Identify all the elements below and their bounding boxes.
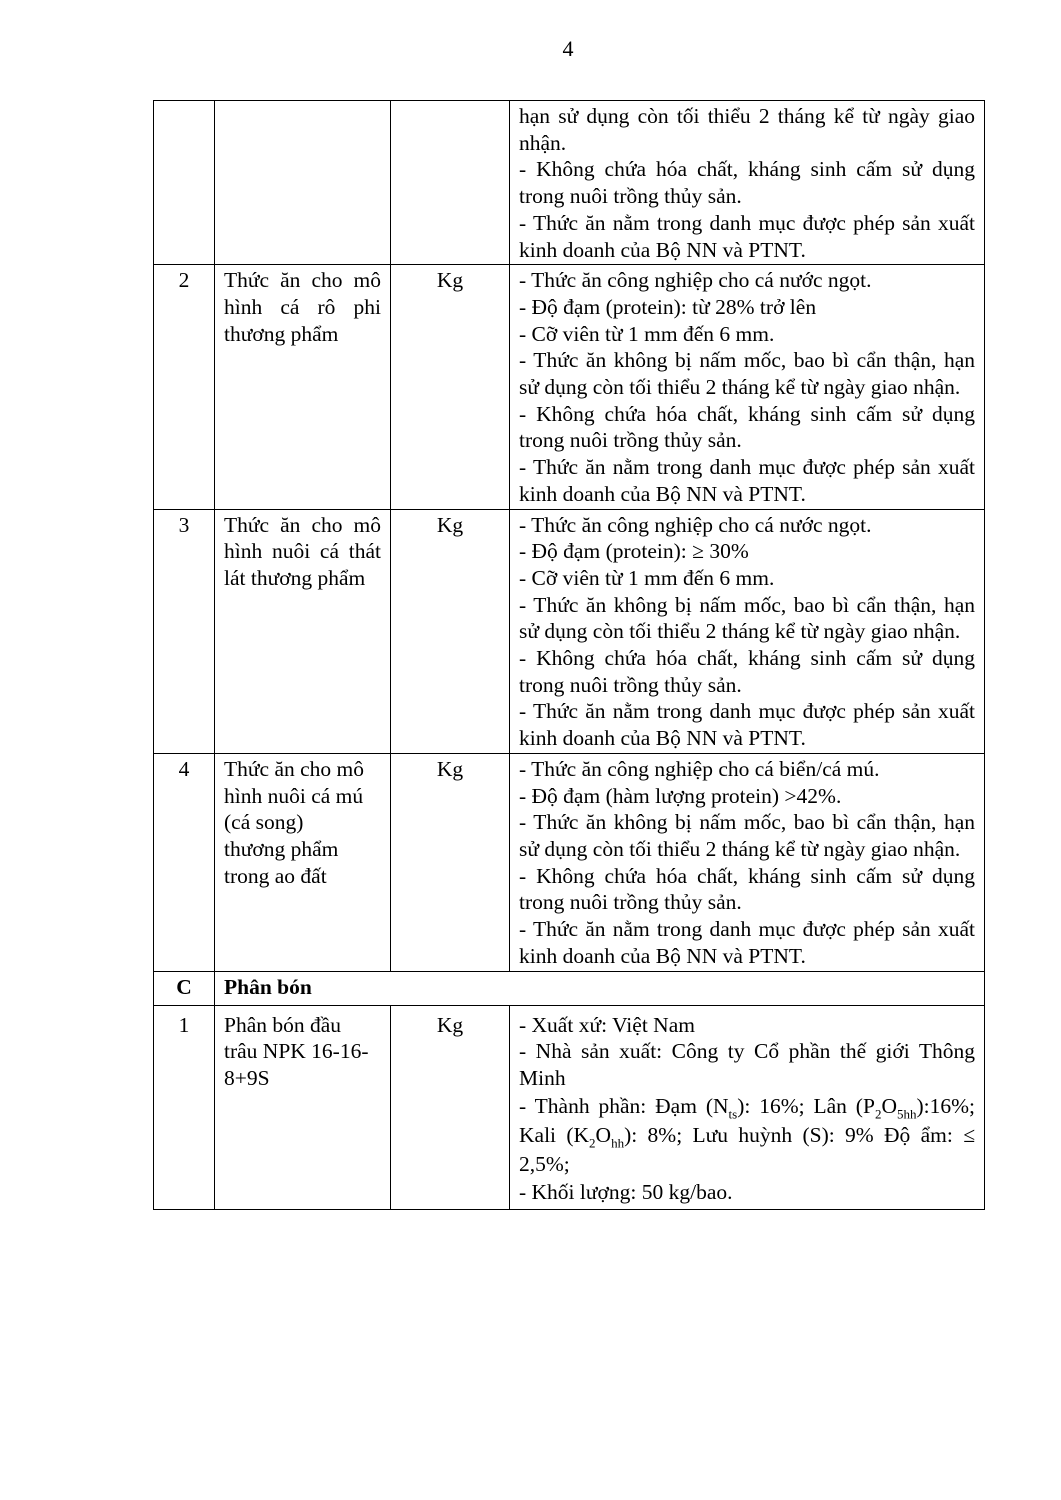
item-spec	[510, 509, 985, 753]
row-number: 4	[154, 753, 215, 971]
table-row	[154, 509, 985, 753]
composition-text: ):16%; Kali (K	[519, 1093, 975, 1147]
spec-line: - Thức ăn không bị nấm mốc, bao bì cẩn thận, hạn sử dụng còn tối thiểu 2 tháng kể từ ngày giao nhận.	[519, 348, 975, 400]
spec-line: - Không chứa hóa chất, kháng sinh cấm sử dụng trong nuôi trồng thủy sản.	[519, 401, 975, 453]
composition-text: O	[881, 1093, 897, 1118]
row-number: 3	[154, 509, 215, 753]
composition-subscript: 2	[874, 1105, 882, 1121]
spec-line: - Độ đạm (hàm lượng protein) >42%.	[519, 783, 842, 808]
composition-line	[519, 1092, 975, 1179]
item-spec	[510, 753, 985, 971]
spec-line: - Thức ăn nằm trong danh mục được phép sản xuất kinh doanh của Bộ NN và PTNT.	[519, 455, 975, 506]
spec-line: hạn sử dụng còn tối thiểu 2 tháng kể từ ngày giao nhận.	[519, 104, 975, 155]
item-spec	[510, 265, 985, 509]
composition-text: ): 16%; Lân (P	[737, 1093, 875, 1118]
item-name: Thức ăn cho mô hình nuôi cá thát lát thương phẩm	[215, 509, 391, 753]
composition-subscript: hh	[611, 1134, 625, 1150]
section-label: C	[154, 971, 215, 1005]
item-name-line: 8+9S	[224, 1065, 270, 1090]
spec-line: - Thức ăn công nghiệp cho cá biển/cá mú.	[519, 756, 880, 781]
spec-line: - Thức ăn nằm trong danh mục được phép sản xuất kinh doanh của Bộ NN và PTNT.	[519, 917, 975, 968]
item-unit: Kg	[391, 1005, 510, 1210]
item-name	[215, 101, 391, 265]
composition-text: O	[595, 1122, 612, 1147]
page-number: 4	[562, 36, 574, 61]
item-name-line: (cá song)	[224, 810, 304, 835]
spec-line: - Không chứa hóa chất, kháng sinh cấm sử dụng trong nuôi trồng thủy sản.	[519, 157, 975, 209]
row-number: 2	[154, 265, 215, 509]
table-row	[154, 753, 985, 971]
item-spec	[510, 1005, 985, 1210]
spec-line: - Không chứa hóa chất, kháng sinh cấm sử dụng trong nuôi trồng thủy sản.	[519, 863, 975, 915]
section-header-row	[154, 971, 985, 1005]
item-name	[215, 753, 391, 971]
row-number: 1	[154, 1005, 215, 1210]
section-title: Phân bón	[215, 971, 985, 1005]
item-name: Thức ăn cho mô hình cá rô phi thương phẩm	[215, 265, 391, 509]
composition-subscript: 5hh	[896, 1105, 917, 1121]
spec-line: - Thức ăn nằm trong danh mục được phép sản xuất kinh doanh của Bộ NN và PTNT.	[519, 210, 975, 262]
item-spec	[510, 101, 985, 265]
spec-line: - Độ đạm (protein): từ 28% trở lên	[519, 294, 817, 319]
spec-line: - Cỡ viên từ 1 mm đến 6 mm.	[519, 565, 775, 590]
spec-line: - Thức ăn không bị nấm mốc, bao bì cẩn thận, hạn sử dụng còn tối thiểu 2 tháng kể từ ngày giao nhận.	[519, 592, 975, 644]
table-row	[154, 1005, 985, 1210]
item-name	[215, 1005, 391, 1210]
table-row	[154, 101, 985, 265]
composition-subscript: ts	[728, 1105, 738, 1121]
item-unit: Kg	[391, 753, 510, 971]
row-number	[154, 101, 215, 265]
item-unit	[391, 101, 510, 265]
composition-text: ): 8%; Lưu huỳnh (S): 9% Độ ẩm: ≤ 2,5%;	[519, 1122, 976, 1176]
composition-text: - Thành phần: Đạm (N	[519, 1093, 729, 1118]
table-row	[154, 265, 985, 509]
spec-line: - Không chứa hóa chất, kháng sinh cấm sử dụng trong nuôi trồng thủy sản.	[519, 646, 975, 697]
spec-line: - Thức ăn nằm trong danh mục được phép sản xuất kinh doanh của Bộ NN và PTNT.	[519, 699, 975, 751]
spec-line: - Độ đạm (protein): ≥ 30%	[519, 539, 749, 564]
spec-line: - Nhà sản xuất: Công ty Cổ phần thế giới Thông Minh	[519, 1039, 975, 1090]
spec-line: - Thức ăn công nghiệp cho cá nước ngọt.	[519, 512, 872, 537]
item-name-line: thương phẩm	[224, 836, 339, 861]
spec-line: - Cỡ viên từ 1 mm đến 6 mm.	[519, 321, 775, 346]
item-unit: Kg	[391, 265, 510, 509]
spec-line: - Thức ăn công nghiệp cho cá nước ngọt.	[519, 268, 872, 293]
item-name-line: hình nuôi cá mú	[224, 783, 364, 808]
specification-table	[153, 100, 985, 1210]
item-name-line: Thức ăn cho mô	[224, 756, 365, 781]
item-name-line: trong ao đất	[224, 863, 327, 888]
spec-line: - Khối lượng: 50 kg/bao.	[519, 1179, 733, 1204]
item-unit: Kg	[391, 509, 510, 753]
item-name-line: trâu NPK 16-16-	[224, 1039, 369, 1064]
composition-subscript: 2	[589, 1134, 596, 1150]
spec-line: - Xuất xứ: Việt Nam	[519, 1012, 695, 1037]
item-name-line: Phân bón đầu	[224, 1012, 342, 1037]
spec-line: - Thức ăn không bị nấm mốc, bao bì cẩn thận, hạn sử dụng còn tối thiểu 2 tháng kể từ ngày giao nhận.	[519, 810, 975, 861]
